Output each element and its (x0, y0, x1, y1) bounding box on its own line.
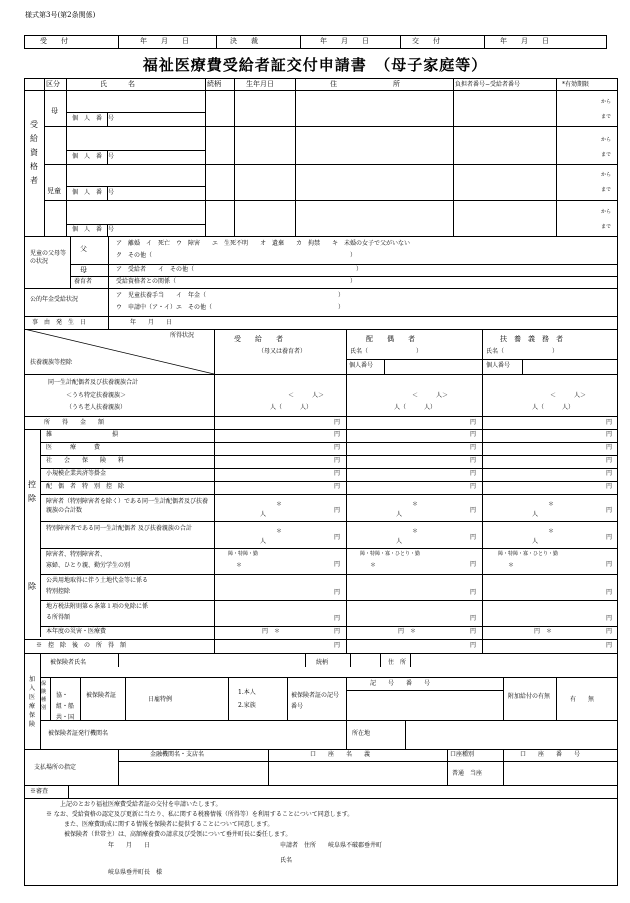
shogai-3a: 障害者、特別障害者、 (46, 551, 107, 558)
koujo-iryohi: 医 療 費 (46, 444, 101, 451)
insurance-jusho: 住 所 (388, 659, 407, 666)
kojin-bango-2: 個 人 番 号 (72, 153, 115, 160)
made-4: まで (601, 224, 612, 230)
nin-unit: 人 (260, 511, 267, 518)
jukyu-label: 受給資格者 (30, 120, 38, 185)
yuko-header: *有効期限 (562, 81, 590, 88)
haigusha-header: 配 偶 者 (366, 335, 415, 343)
kara-2: から (601, 137, 612, 143)
zokugara-header: 続柄 (207, 80, 221, 88)
chiho-2: る所得額 (46, 614, 71, 621)
nin-unit: 人 (396, 511, 403, 518)
kojin-bango-1: 個 人 番 号 (72, 115, 115, 122)
nin-unit: 人 (532, 511, 539, 518)
kojin-bango-3: 個 人 番 号 (72, 189, 115, 196)
yen-unit: 円 (334, 457, 341, 464)
asterisk-mark: ＊ (410, 628, 417, 635)
yen-unit: 円 (470, 431, 477, 438)
shogai-opt-jukyusha[interactable]: 障・特障・勤 (228, 551, 259, 557)
saigai-label: 本年度の災害・医療費 (46, 628, 107, 635)
payment-label: 支払場所の指定 (34, 764, 77, 771)
asterisk-mark: ＊ (412, 528, 419, 535)
footer-line-1: 上記のとおり福祉医療費受給者証の交付を申請いたします。 (60, 801, 222, 808)
yen-unit: 円 (470, 470, 477, 477)
futsu-toza[interactable]: 普通 当座 (452, 770, 483, 777)
jukyusha-sub: （母又は養育者） (258, 348, 307, 355)
pension-label: 公的年金受給状況 (30, 296, 79, 303)
asterisk-mark: ＊ (236, 562, 243, 569)
yen-unit: 円 (334, 615, 341, 622)
yen-unit: 円 (606, 615, 613, 622)
yen-unit: 円 (606, 431, 613, 438)
fuyogimusha-nin[interactable]: 人（ 人） (532, 404, 575, 411)
meigi-label: 口 座 名 義 (310, 751, 371, 758)
yen-unit: 円 (470, 561, 477, 568)
fuyogimusha-kojin-bango: 個人番号 (486, 362, 511, 369)
nin-unit: 人 (532, 538, 539, 545)
jiyu-date[interactable]: 年 月 日 (130, 319, 173, 326)
made-2: まで (601, 152, 612, 158)
yen-unit: 円 (334, 534, 341, 541)
kokyo-1: 公共用地取得に伴う土地代金等に係る (46, 577, 149, 584)
yen-unit: 円 (334, 444, 341, 451)
shubetsu-label: 口座種別 (450, 751, 475, 758)
footer-shinseisha[interactable]: 申請者 住所 岐阜県不破郡垂井町 (280, 842, 383, 849)
douitsu-line-3: （うち老人扶養親族） (66, 404, 127, 411)
yen-unit: 円 (470, 642, 477, 649)
haigusha-nin[interactable]: 人（ 人） (394, 404, 437, 411)
birth-header: 生年月日 (246, 80, 274, 88)
yen-unit: 円 (606, 628, 613, 635)
footer-line-2: ※ なお、受給資格の認定及び更新に当たり、私に関する税務情報（所得等）を利用することについて同意します。 (46, 811, 354, 818)
fuka-umu[interactable]: 有 無 (570, 696, 595, 703)
koujo-shakaihoken: 社 会 保 険 料 (46, 457, 125, 464)
yoiku-relation[interactable]: 受給資格者との関係（ ） (116, 278, 357, 285)
yen-unit: 円 (606, 561, 613, 568)
chichi-label: 父 (80, 245, 87, 253)
made-3: まで (601, 187, 612, 193)
footer-shimei[interactable]: 氏名 (280, 857, 293, 864)
yen-unit: 円 (334, 483, 341, 490)
yen-unit: 円 (470, 589, 477, 596)
haha-status-label: 母 (80, 266, 87, 274)
shozaichi-label: 所在地 (352, 730, 371, 737)
koujo-label: 控除 (28, 480, 36, 503)
footer-atena: 岐阜県垂井町長 様 (108, 869, 163, 876)
pension-line-2[interactable]: ウ 申請中（ア・イ）エ その他（ ） (116, 304, 345, 311)
asterisk-mark: ＊ (276, 501, 283, 508)
nin-unit: 人 (396, 538, 403, 545)
fuyo-koujo-label: 扶養親族等控除 (30, 359, 73, 366)
yen-unit: 円 (398, 628, 405, 635)
shogai-1: 障害者（特別障害者を除く）である同一生計配偶者及び扶養親族の合計数 (46, 498, 209, 514)
jo-label: 除 (28, 582, 36, 591)
kojin-bango-4: 個 人 番 号 (72, 226, 115, 233)
form-number: 様式第3号(第2条関係) (25, 11, 96, 19)
yen-unit: 円 (606, 534, 613, 541)
hihokensha-sho: 被保険者証 (86, 692, 117, 699)
yen-unit: 円 (606, 642, 613, 649)
yen-unit: 円 (334, 628, 341, 635)
haigusha-kojin-bango: 個人番号 (349, 362, 374, 369)
yen-unit: 円 (334, 431, 341, 438)
kigo-label: 被保険者証の記号番号 (291, 692, 340, 710)
yen-unit: 円 (334, 470, 341, 477)
hakko-label: 被保険者証発行機関名 (48, 730, 109, 737)
haha-label: 母 (51, 107, 58, 115)
kigo-header: 記 号 番 号 (370, 680, 431, 687)
shotoku-jokyo-label: 所得状況 (170, 332, 195, 339)
fuyogimusha-header: 扶 養 義 務 者 (500, 335, 563, 343)
kara-3: から (601, 172, 612, 178)
asterisk-mark: ＊ (276, 528, 283, 535)
yen-unit: 円 (334, 642, 341, 649)
pension-line-1[interactable]: ア 児童扶養手当 イ 年金（ ） (116, 292, 345, 299)
kinyu-label: 金融機関名・支店名 (150, 751, 205, 758)
yen-unit: 円 (534, 628, 541, 635)
koujo-haigusha: 配 偶 者 特 別 控 除 (46, 483, 125, 490)
koujo-shokibo: 小規模企業共済等掛金 (46, 470, 107, 477)
honnin-option[interactable]: 1.本人 (238, 689, 256, 696)
fuka-label: 附加給付の有無 (508, 693, 551, 700)
yen-unit: 円 (606, 419, 613, 426)
jiyu-label: 事 由 発 生 日 (32, 319, 87, 326)
yen-unit: 円 (470, 534, 477, 541)
footer-line-4: 被保険者（世帯主）は、高額療養費の請求及び受領について垂井町長に委任します。 (64, 831, 292, 838)
shogai-3b: 寡婦、ひとり親、勤労学生の別 (46, 562, 131, 569)
nichiyo-tokurei[interactable]: 日雇特例 (148, 696, 173, 703)
koujo-zatsuson: 雑 損 (46, 431, 119, 438)
fuyogimusha-nin-lt[interactable]: ＜ 人＞ (550, 392, 587, 399)
yen-unit: 円 (606, 457, 613, 464)
douitsu-line-1: 同一生計配偶者及び扶養親族合計 (48, 379, 139, 386)
yen-unit: 円 (470, 507, 477, 514)
footer-date[interactable]: 年 月 日 (108, 842, 151, 849)
footer-line-3: また、医療費助成に関する情報を保険者に提供することについて同意します。 (64, 821, 274, 828)
yen-unit: 円 (606, 589, 613, 596)
asterisk-mark: ＊ (546, 628, 553, 635)
kara-4: から (601, 209, 612, 215)
chiho-1: 地方税法附則第６条第１項の免除に係 (46, 603, 149, 610)
jukyusha-header: 受 給 者 (234, 335, 283, 343)
yoiku-label: 養育者 (74, 278, 93, 285)
yen-unit: 円 (470, 444, 477, 451)
page-title: 福祉医療費受給者証交付申請書 （母子家庭等） (142, 56, 488, 74)
hihokensha-label: 被保険者氏名 (50, 659, 87, 666)
made-1: まで (601, 114, 612, 120)
yen-unit: 円 (606, 507, 613, 514)
chichi-options-2[interactable]: ク その他（ ） (116, 252, 357, 259)
yen-unit: 円 (606, 470, 613, 477)
douitsu-line-2: ＜うち特定扶養親族＞ (66, 392, 127, 399)
yen-unit: 円 (470, 483, 477, 490)
shinsa-label: ※審査 (30, 788, 49, 795)
yen-unit: 円 (334, 419, 341, 426)
parent-status-label: 児童の父母等の状況 (30, 250, 67, 265)
nin-unit: 人 (260, 538, 267, 545)
kubun-header: 区分 (46, 80, 60, 88)
kazoku-option[interactable]: 2.家族 (238, 702, 256, 709)
bango-label: 口 座 番 号 (520, 751, 581, 758)
yen-unit: 円 (606, 444, 613, 451)
yen-unit: 円 (334, 589, 341, 596)
yen-unit: 円 (334, 561, 341, 568)
haigusha-shimei[interactable]: 氏名（ ） (350, 348, 423, 355)
yen-unit: 円 (470, 457, 477, 464)
yen-unit: 円 (262, 628, 269, 635)
kofu-date[interactable]: 年 月 日 (500, 37, 549, 45)
kessai-date[interactable]: 年 月 日 (320, 37, 369, 45)
shogai-2: 特別障害者である同一生計配偶者 及び扶養親族の合計 (46, 525, 192, 532)
asterisk-mark: ＊ (548, 528, 555, 535)
futan-header: 負担者番号−受給者番号 (455, 81, 521, 88)
shotoku-kingaku-label: 所 得 金 額 (44, 419, 105, 426)
shimei-header: 氏 名 (100, 80, 135, 88)
asterisk-mark: ＊ (508, 562, 515, 569)
uketsuke-label: 受 付 (40, 37, 68, 45)
hoken-kyo[interactable]: 協・組・船共・国 (56, 692, 75, 721)
asterisk-mark: ＊ (548, 501, 555, 508)
kokyo-2: 特別控除 (46, 588, 71, 595)
yen-unit: 円 (470, 615, 477, 622)
kara-1: から (601, 99, 612, 105)
jukyusha-nin-lt[interactable]: ＜ 人＞ (288, 392, 325, 399)
kofu-label: 交 付 (412, 37, 440, 45)
kessai-label: 決 裁 (230, 37, 258, 45)
yen-unit: 円 (334, 507, 341, 514)
hoken-shubetsu: 保険種別 (41, 681, 47, 711)
insurance-zokugara: 続柄 (316, 659, 329, 666)
haha-options[interactable]: ア 受給者 イ その他（ ） (116, 266, 363, 273)
yen-unit: 円 (606, 483, 613, 490)
fuyogimusha-shimei[interactable]: 氏名（ ） (486, 348, 559, 355)
koujogo-label: ※ 控 除 後 の 所 得 額 (36, 642, 127, 649)
asterisk-mark: ＊ (370, 562, 377, 569)
yen-unit: 円 (470, 419, 477, 426)
address-header: 住 所 (330, 80, 400, 88)
haigusha-nin-lt[interactable]: ＜ 人＞ (412, 392, 449, 399)
insurance-label: 加入医療保険 (28, 676, 35, 728)
jido-label: 児童 (47, 187, 61, 195)
shogai-opt-fuyo[interactable]: 障・特障・寡・ひとり・勤 (498, 551, 559, 557)
yen-unit: 円 (470, 628, 477, 635)
chichi-options-1[interactable]: ア 離婚 イ 死亡 ウ 障害 エ 生死不明 オ 遺棄 カ 拘禁 キ 未婚の女子で父がいない (116, 240, 411, 247)
jukyusha-nin[interactable]: 人（ 人） (270, 404, 313, 411)
uketsuke-date[interactable]: 年 月 日 (140, 37, 189, 45)
asterisk-mark: ＊ (274, 628, 281, 635)
shogai-opt-haigusha[interactable]: 障・特障・寡・ひとり・勤 (360, 551, 421, 557)
asterisk-mark: ＊ (412, 501, 419, 508)
